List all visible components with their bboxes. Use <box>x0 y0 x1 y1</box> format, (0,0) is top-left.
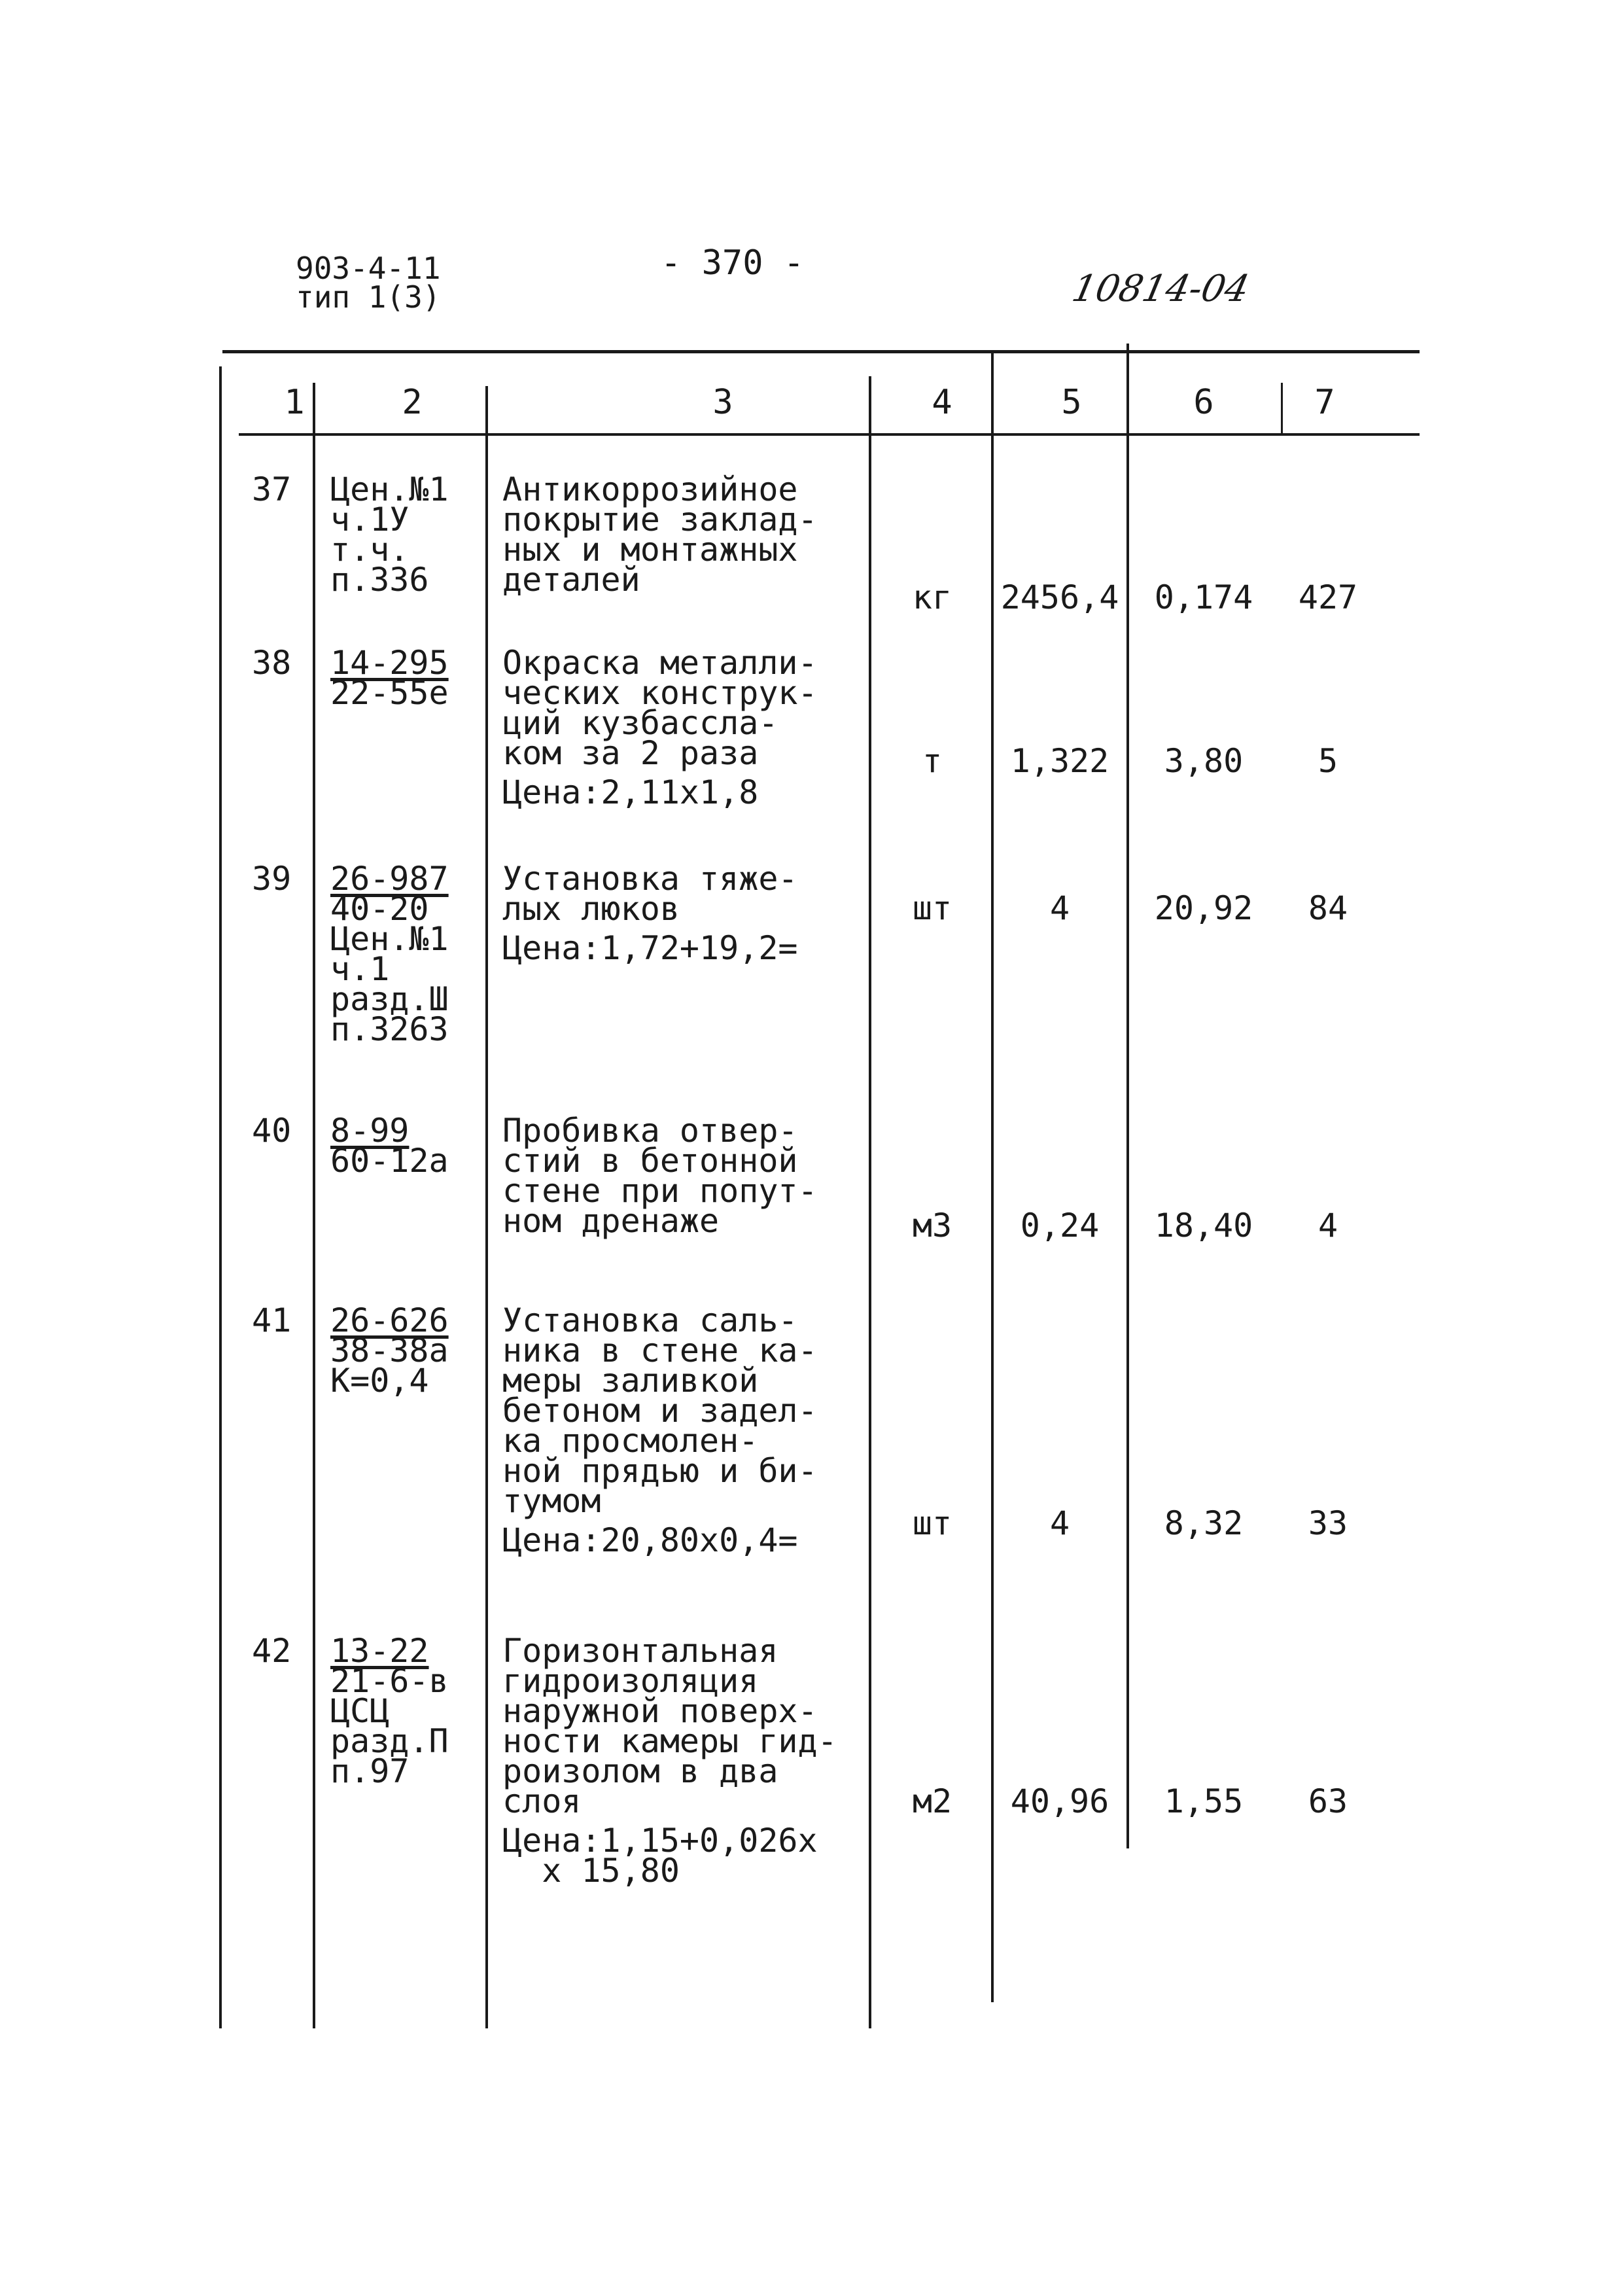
reference-line: 26-626 <box>330 1301 449 1339</box>
description-line: ком за 2 раза <box>502 734 759 772</box>
column-divider-2 <box>313 383 315 2028</box>
column-divider-3 <box>485 386 488 2028</box>
description-line: ческих конструк- <box>502 674 818 712</box>
price-note-line: Цена:20,80х0,4= <box>502 1521 798 1559</box>
description-line: деталей <box>502 561 640 599</box>
description-line: стий в бетонной <box>502 1142 798 1180</box>
description-line: наружной поверх- <box>502 1692 818 1730</box>
cost-value: 84 <box>1308 889 1348 927</box>
table-top-rule <box>222 350 1420 353</box>
quantity-value: 0,24 <box>1020 1207 1100 1245</box>
reference-line: 14-295 <box>330 644 449 682</box>
unit-price-value: 0,174 <box>1154 578 1253 616</box>
cost-value: 33 <box>1308 1504 1348 1542</box>
unit-value: т <box>922 742 943 780</box>
reference-line: Цен.№1 <box>330 920 449 958</box>
reference-line: п.336 <box>330 561 429 599</box>
reference-line: ЦСЦ <box>330 1692 390 1730</box>
price-note-line: Цена:2,11х1,8 <box>502 773 759 811</box>
table-header-rule <box>239 433 1420 436</box>
row-number: 37 <box>252 470 292 508</box>
price-note-line: х 15,80 <box>502 1852 680 1890</box>
reference-line: 21-6-в <box>330 1662 449 1700</box>
row-number: 41 <box>252 1301 292 1339</box>
price-note-line: Цена:1,72+19,2= <box>502 929 798 967</box>
reference-line: 26-987 <box>330 860 449 898</box>
column-header-6: 6 <box>1193 383 1214 422</box>
column-divider-4 <box>869 376 871 2028</box>
reference-line: 13-22 <box>330 1632 429 1670</box>
column-header-7: 7 <box>1314 383 1335 422</box>
description-line: Горизонтальная <box>502 1632 778 1670</box>
quantity-value: 40,96 <box>1010 1782 1109 1820</box>
unit-value: м2 <box>912 1782 952 1820</box>
document-code <box>296 251 441 315</box>
cost-value: 63 <box>1308 1782 1348 1820</box>
description-line: роизолом в два <box>502 1752 778 1790</box>
reference-line: п.97 <box>330 1752 410 1790</box>
quantity-value: 1,322 <box>1010 742 1109 780</box>
reference-line: 60-12а <box>330 1142 449 1180</box>
description-line: Установка тяже- <box>502 860 798 898</box>
column-header-1: 1 <box>284 383 305 422</box>
description-line: слоя <box>502 1782 582 1820</box>
reference-line: 40-20 <box>330 890 429 928</box>
description-line: ном дренаже <box>502 1202 720 1240</box>
reference-line: К=0,4 <box>330 1362 429 1400</box>
row-number: 39 <box>252 860 292 898</box>
description-line: Установка саль- <box>502 1301 798 1339</box>
description-line: покрытие заклад- <box>502 501 818 539</box>
description-line: меры заливкой <box>502 1362 759 1400</box>
reference-line: разд.Ш <box>330 980 449 1018</box>
unit-price-value: 3,80 <box>1164 742 1244 780</box>
description-line: гидроизоляция <box>502 1662 759 1700</box>
reference-line: п.3263 <box>330 1010 449 1048</box>
unit-value: шт <box>912 889 952 927</box>
column-header-4: 4 <box>932 383 952 422</box>
description-line: Окраска металли- <box>502 644 818 682</box>
document-code-line2: тип 1(3) <box>296 279 441 315</box>
unit-price-value: 1,55 <box>1164 1782 1244 1820</box>
description-line: Пробивка отвер- <box>502 1112 798 1150</box>
reference-line: ч.1У <box>330 501 410 539</box>
unit-price-value: 20,92 <box>1154 889 1253 927</box>
reference-line: 38-38а <box>330 1332 449 1369</box>
description-line: ных и монтажных <box>502 531 798 569</box>
description-line: лых люков <box>502 890 680 928</box>
unit-price-value: 18,40 <box>1154 1207 1253 1245</box>
reference-line: Цен.№1 <box>330 470 449 508</box>
reference-line: ч.1 <box>330 950 390 988</box>
row-number: 42 <box>252 1632 292 1670</box>
description-line: стене при попут- <box>502 1172 818 1210</box>
unit-value: кг <box>912 578 952 616</box>
price-note-line: Цена:1,15+0,026х <box>502 1822 818 1860</box>
cost-value: 427 <box>1298 578 1358 616</box>
column-divider-1 <box>219 366 222 2028</box>
column-header-5: 5 <box>1061 383 1082 422</box>
unit-value: м3 <box>912 1207 952 1245</box>
quantity-value: 2456,4 <box>1000 578 1119 616</box>
page-number: - 370 - <box>661 243 805 283</box>
archive-number: 10814-04 <box>1068 268 1253 310</box>
row-number: 40 <box>252 1112 292 1150</box>
description-line: бетоном и задел- <box>502 1392 818 1430</box>
description-line: ций кузбассла- <box>502 704 778 742</box>
description-line: тумом <box>502 1482 601 1520</box>
document-code-line1: 903-4-11 <box>296 251 441 286</box>
description-line: ности камеры гид- <box>502 1722 837 1760</box>
quantity-value: 4 <box>1049 889 1070 927</box>
description-line: Антикоррозийное <box>502 470 798 508</box>
column-divider-5 <box>991 353 994 2002</box>
quantity-value: 4 <box>1049 1504 1070 1542</box>
cost-value: 4 <box>1318 1207 1338 1245</box>
description-line: ка просмолен- <box>502 1422 759 1460</box>
column-header-3: 3 <box>712 383 733 422</box>
unit-price-value: 8,32 <box>1164 1504 1244 1542</box>
reference-line: 22-55е <box>330 674 449 712</box>
description-line: ной прядью и би- <box>502 1452 818 1490</box>
description-line: ника в стене ка- <box>502 1332 818 1369</box>
reference-line: т.ч. <box>330 531 410 569</box>
column-header-2: 2 <box>402 383 423 422</box>
column-divider-6 <box>1126 344 1129 1848</box>
unit-value: шт <box>912 1504 952 1542</box>
column-divider-7 <box>1281 383 1283 435</box>
reference-line: 8-99 <box>330 1112 410 1150</box>
reference-line: разд.П <box>330 1722 449 1760</box>
row-number: 38 <box>252 644 292 682</box>
cost-value: 5 <box>1318 742 1338 780</box>
